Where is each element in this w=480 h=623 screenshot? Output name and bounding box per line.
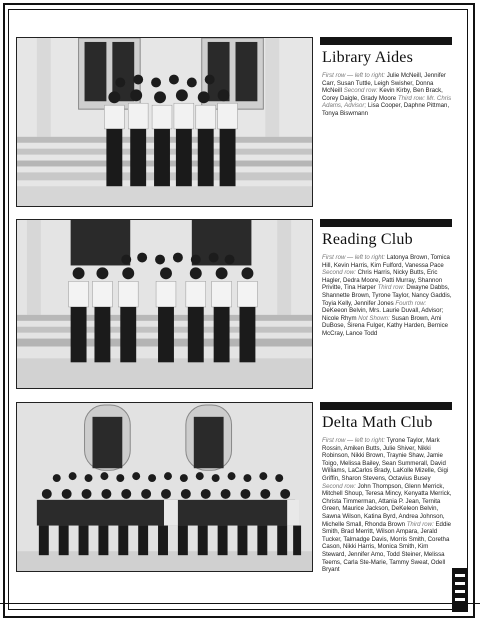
caption-lead: Third row: Mr. Chris Adams, Advisor; — [322, 94, 452, 110]
title-bar — [320, 219, 452, 227]
caption-names: Lisa Cooper, Daphne Pittman, Tonya Biswmann — [322, 102, 450, 117]
caption-lead: Third row: — [377, 284, 405, 292]
bottom-rule — [0, 603, 480, 604]
caption-names: Eddie Smith, Brad Merritt, Wilson Ampara, Jerald Tucker, Talmadge Davis, Morris Smith, Coretha Cason, Nikki Harris, Monica Smith, Kim Steward, Jennifer Amo, Todd Steiner, Melissa Teems, Carla Ste-Marie, Tammy Sweat, Odell Bryant — [322, 520, 452, 574]
caption-lead: First row — left to right: — [322, 437, 385, 444]
section-title: Delta Math Club — [322, 414, 433, 431]
caption-lead: Not Shown: — [358, 314, 390, 322]
caption-names: Julie McNeill, Jennifer Carr, Susan Tuttle, Leigh Swisher, Donna McNeill — [322, 72, 446, 95]
caption-names: Latonya Brown, Tomica Hill, Kevin Harris, Kim Fulford, Vanessa Pace — [322, 254, 450, 269]
caption — [322, 254, 452, 338]
caption-names: Dwayne Dabbs, Shannette Brown, Tyrone Taylor, Nancy Gaddis, Toyia Kelly, Jennifer Jones — [322, 284, 452, 307]
library-aides-photo — [16, 37, 313, 207]
caption — [322, 437, 452, 574]
caption-lead: First row — left to right: — [322, 72, 385, 79]
reading-club-group-image — [17, 220, 312, 388]
caption-lead: Second row: — [343, 87, 378, 95]
delta-math-club-photo — [16, 402, 313, 572]
caption-names: John Thompson, Glenn Merrick, Mitchell Shoup, Teresa Mincy, Kenyatta Merrick, Christa Timmerman, Attania P. Jean, Ternita Green, Maurice Jackson, DeKeleon Belvin, Sawna Wilson, Katina Byrd, Andrea Johnson, Michelle Small, Rhonda Brown — [322, 482, 452, 528]
library-aides-section — [320, 37, 452, 118]
delta-math-club-section — [320, 402, 452, 574]
page-corner-tab — [452, 568, 468, 612]
caption-names: Kevin Kirby, Ben Brack, Corey Daigle, Grady Moore — [322, 87, 443, 102]
delta-math-club-group-image — [17, 403, 312, 571]
caption-lead: Fourth row: — [395, 299, 427, 307]
title-bar — [320, 37, 452, 45]
section-title: Reading Club — [322, 231, 413, 248]
caption-lead: First row — left to right: — [322, 254, 385, 261]
caption-lead: Third row: — [406, 520, 434, 528]
caption-names: Susan Brown, Ami DuBose, Sirena Fulger, Kathy Harden, Bernice McCray, Lance Todd — [322, 314, 449, 337]
library-aides-group-image — [17, 38, 312, 206]
caption-names: Tyrone Taylor, Mark Rossin, Amiken Butts, Julie Shiver, Nikki Robinson, Nikki Brown, Traynie Shaw, Jamie Toigo, Melissa Bailey, Sean Summerall, David Williams, LaCarlos Brady, LaKolle Mizelle, Gigi Griffin, Sharon Stevens, Octavius Busey — [322, 437, 449, 482]
reading-club-section — [320, 219, 452, 338]
caption — [322, 72, 452, 118]
caption-lead: Second row: — [322, 269, 356, 277]
caption-lead: Second row: — [322, 482, 356, 490]
section-title: Library Aides — [322, 49, 414, 66]
caption-names: DeKeeon Belvin, Mrs. Laurie Duvall, Advisor; Nicole Rhym — [322, 307, 444, 322]
title-bar — [320, 402, 452, 410]
caption-names: Chris Harris, Nicky Butts, Eric Hagler, Dedra Moore, Patti Murray, Shannon Privitte, Tina Harper — [322, 269, 443, 292]
reading-club-photo — [16, 219, 313, 389]
